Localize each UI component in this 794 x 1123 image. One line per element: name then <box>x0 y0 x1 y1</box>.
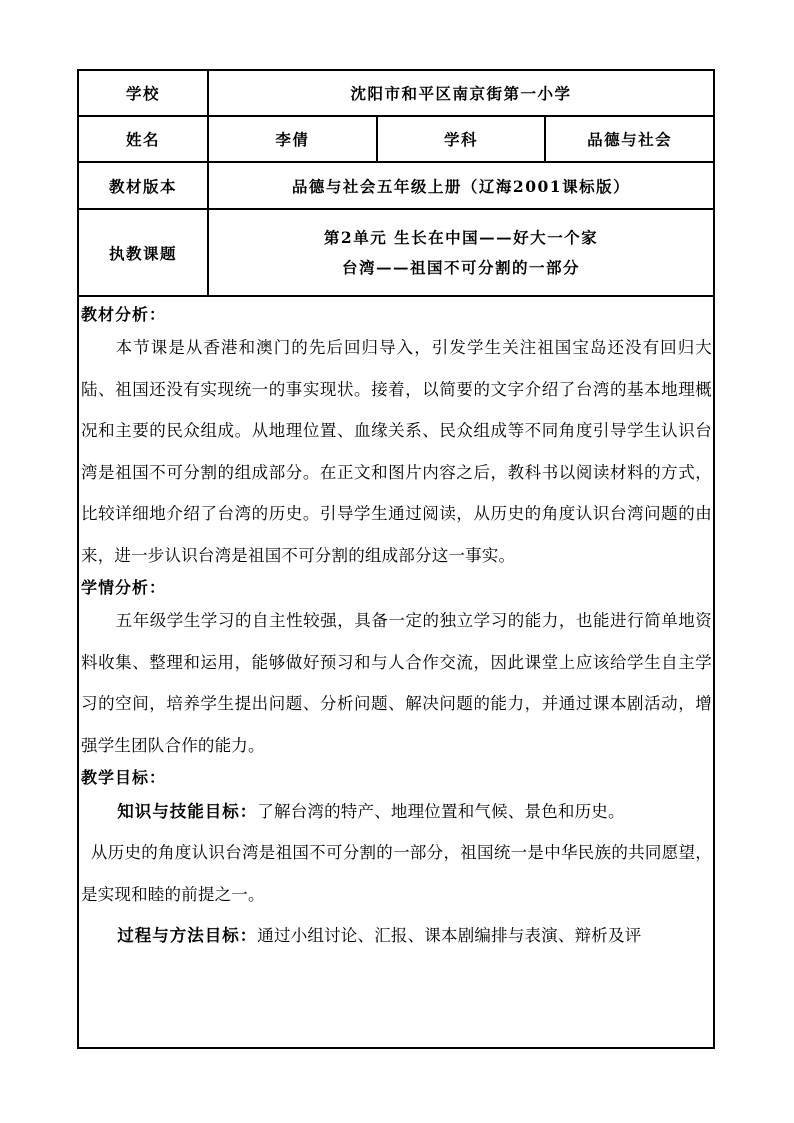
goal-knowledge-skill <box>81 791 713 833</box>
value-name: 李倩 <box>208 116 377 162</box>
goal-knowledge-skill-text: 了解台湾的特产、地理位置和气候、景色和历史。 <box>257 801 625 821</box>
section-heading-student-analysis: 学情分析： <box>81 578 167 598</box>
label-subject: 学科 <box>377 116 546 162</box>
label-lesson-topic: 执教课题 <box>78 209 208 296</box>
section-paragraph-textbook-analysis: 本节课是从香港和澳门的先后回归导入，引发学生关注祖国宝岛还没有回归大陆、祖国还没有实现统一的事实现状。接着，以简要的文字介绍了台湾的基本地理概况和主要的民众组成。从地理位置、血缘关系、民众组成等不同角度引导学生认识台湾是祖国不可分割的组成部分。在正文和图片内容之后，教科书以阅读材料的方式，比较详细地介绍了台湾的历史。引导学生通过阅读，从历史的角度认识台湾问题的由来，进一步认识台湾是祖国不可分割的组成部分这一事实。 <box>81 338 712 565</box>
label-textbook-edition: 教材版本 <box>78 162 208 209</box>
section-heading-textbook-analysis: 教材分析： <box>81 305 167 324</box>
lesson-topic-line-2: 台湾——祖国不可分割的一部分 <box>341 257 580 277</box>
body-content-cell <box>77 297 715 1049</box>
goal-knowledge-skill-label: 知识与技能目标： <box>117 801 258 821</box>
goal-knowledge-skill-continuation: 从历史的角度认识台湾是祖国不可分割的一部分，祖国统一是中华民族的共同愿望，是实现和睦的前提之一。 <box>81 843 712 904</box>
label-school: 学校 <box>78 70 208 116</box>
value-school: 沈阳市和平区南京街第一小学 <box>208 70 714 116</box>
table-row-school <box>78 70 714 116</box>
label-name: 姓名 <box>78 116 208 162</box>
table-row-lesson-topic <box>78 209 714 296</box>
value-lesson-topic <box>208 209 714 296</box>
value-subject: 品德与社会 <box>545 116 714 162</box>
goal-process-method-text: 通过小组讨论、汇报、课本剧编排与表演、辩析及评 <box>257 926 642 946</box>
lesson-topic-line-1: 第2单元 生长在中国——好大一个家 <box>323 228 599 248</box>
table-row-name-subject <box>78 116 714 162</box>
info-table <box>77 69 715 297</box>
table-row-textbook-edition <box>78 162 714 209</box>
section-heading-teaching-objectives: 教学目标： <box>81 768 167 788</box>
goal-process-method <box>81 915 713 957</box>
lesson-plan-document <box>77 69 715 1049</box>
goal-process-method-label: 过程与方法目标： <box>117 926 258 946</box>
section-paragraph-student-analysis: 五年级学生学习的自主性较强，具备一定的独立学习的能力，也能进行简单地资料收集、整理和运用，能够做好预习和与人合作交流，因此课堂上应该给学生自主学习的空间，培养学生提出问题、分析问题、解决问题的能力，并通过课本剧活动，增强学生团队合作的能力。 <box>81 611 712 755</box>
value-textbook-edition: 品德与社会五年级上册（辽海2001课标版） <box>208 162 714 209</box>
